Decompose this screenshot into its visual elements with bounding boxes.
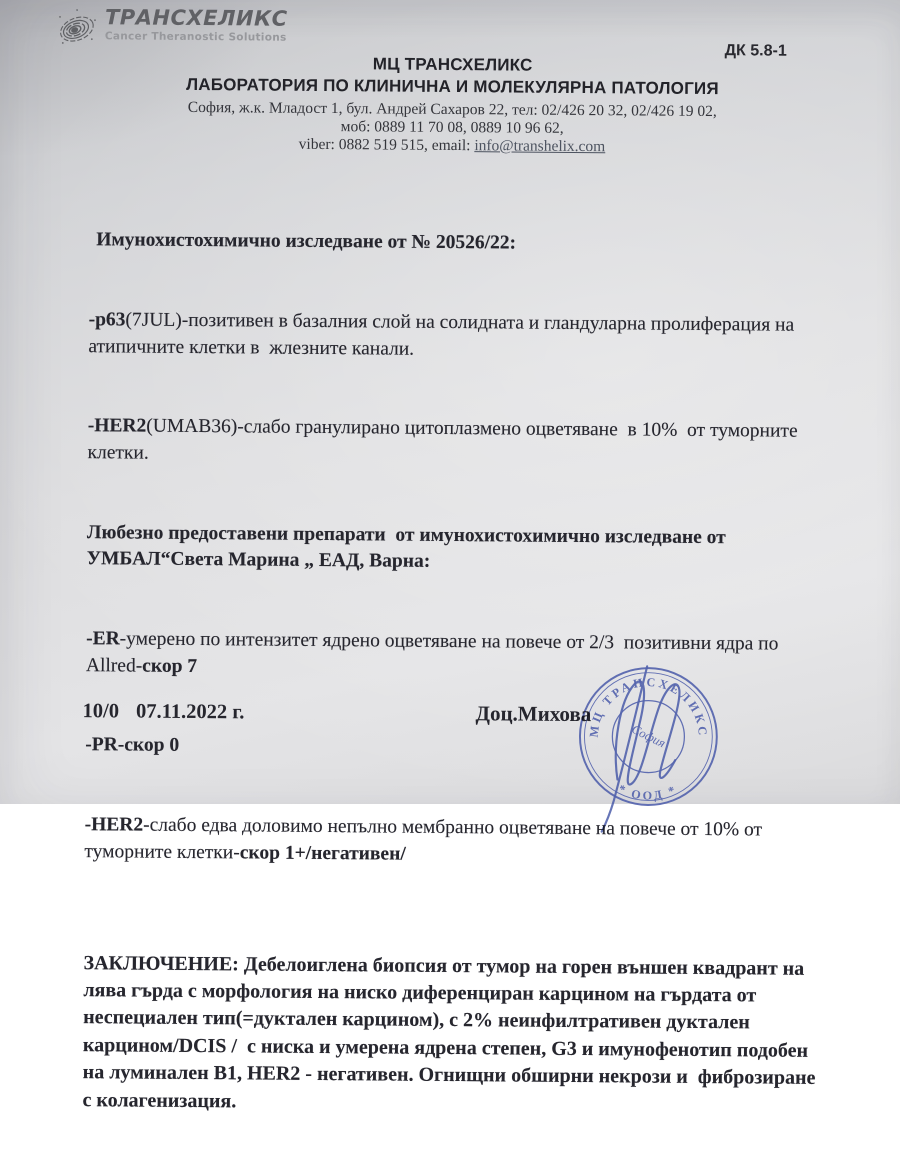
result-p63 (88, 307, 830, 366)
er-score: скор 7 (142, 655, 198, 677)
laboratory-name: ЛАБОРАТОРИЯ ПО КЛИНИЧНА И МОЛЕКУЛЯРНА ПАТОЛОГИЯ (186, 74, 719, 99)
result-her2b-text: -слабо едва доловимо непълно мембранно оцветяване на повече от 10% от туморните клетки- (84, 814, 772, 864)
logo-text (105, 5, 288, 43)
address-line: София, ж.к. Младост 1, бул. Андрей Сахаров 22, тел: 02/426 20 32, 02/426 19 02, (187, 98, 717, 121)
result-her2-ihc (87, 414, 829, 473)
conclusion-label: ЗАКЛЮЧЕНИЕ: (83, 951, 239, 975)
case-date-line (82, 700, 244, 724)
marker-her2b: -HER2 (84, 814, 144, 836)
result-p63-text: (7JUL)-позитивен в базалния слой на солидната и гландуларна пролиферация на атипичните клетки в жлезните канали. (88, 309, 800, 360)
result-her2-text: (UMAB36)-слабо гранулирано цитоплазмено оцветяване в 10% от туморните клетки. (87, 415, 803, 464)
her2b-score: скор 1+/негативен/ (239, 842, 406, 865)
report-date: 07.11.2022 г. (135, 700, 245, 724)
email-link[interactable]: info@transhelix.com (474, 137, 606, 156)
report-title: Имунохистохимично изследване от № 20526/22: (96, 229, 517, 254)
logo-wordmark: ТРАНСХЕЛИКС (104, 5, 288, 31)
provided-slides-note (87, 520, 829, 579)
stamp-center-text: София (629, 721, 668, 751)
company-logo (55, 5, 288, 53)
letterhead (2, 50, 903, 158)
spiral-logo-icon (55, 5, 99, 51)
result-er-text: -умерено по интензитет ядрено оцветяване на повече от 2/3 позитивни ядра по Allred- (85, 628, 789, 677)
case-number: 10/0 (82, 700, 120, 723)
stamp-ring-bottom-text: * ООД * (616, 781, 680, 803)
organization-name: МЦ ТРАНСХЕЛИКС (372, 54, 533, 75)
pr-score: -PR-скор 0 (85, 734, 180, 757)
marker-er: -ER (86, 628, 120, 650)
conclusion-paragraph (82, 950, 825, 1120)
stamp-ring-top-text: МЦ ТРАНСХЕЛИКС (586, 674, 711, 739)
viber-email-prefix: viber: 0882 519 515, email: (298, 135, 475, 155)
conclusion-text: Дебелоиглена биопсия от тумор на горен външен квадрант на лява гърда с морфология на ниско диференциран карцином на гърдата от неспециален тип(=дуктален карцином), с 2% неинфилтративен дуктален карцином/DCIS / с ниска и умерена ядрена степен, G3 и имунофенотип подобен на луминален B1, HER2 - негативен. Огнищни обширни некрози и фиброзиране с колагенизация. (82, 952, 821, 1112)
marker-her2: -HER2 (87, 415, 147, 437)
mobile-line: моб: 0889 11 70 08, 0889 10 96 62, (340, 118, 564, 137)
round-ink-stamp (558, 637, 740, 836)
logo-tagline: Cancer Theranostic Solutions (104, 30, 287, 44)
document-code: ДК 5.8-1 (724, 42, 787, 60)
doctor-name: Доц.Михова (475, 701, 592, 727)
provided-slides-text: Любезно предоставени препарати от имунохистохимично изследване от УМБАЛ“Света Марина „ ЕАД, Варна: (86, 521, 731, 573)
marker-p63: -p63 (88, 309, 126, 331)
